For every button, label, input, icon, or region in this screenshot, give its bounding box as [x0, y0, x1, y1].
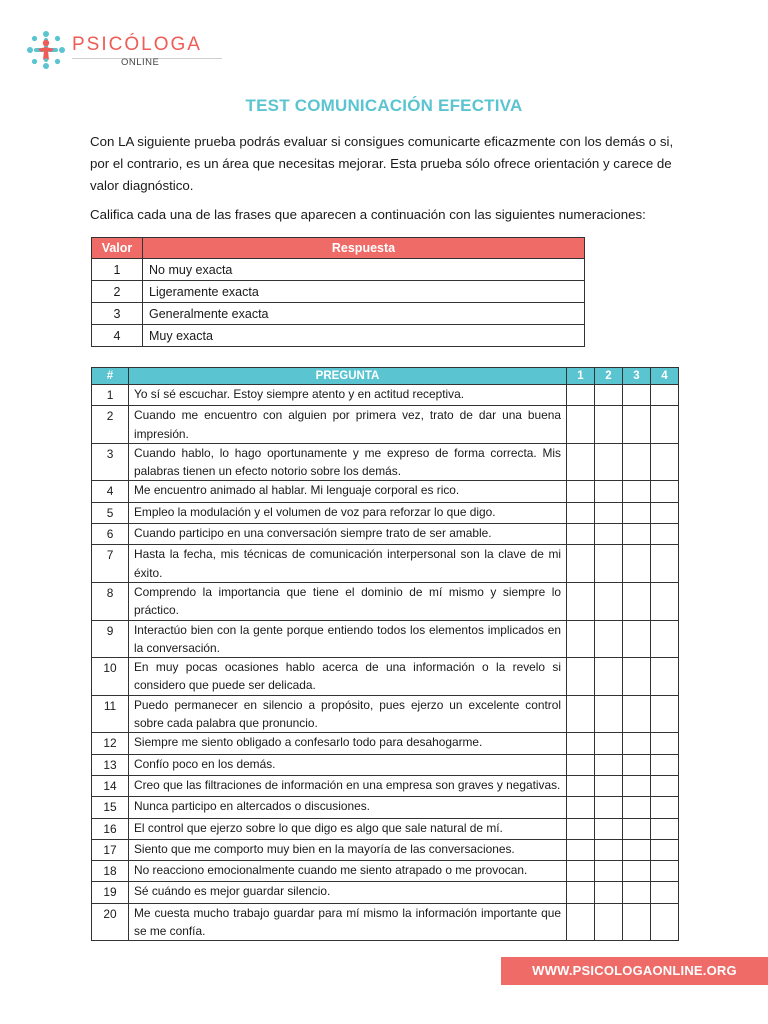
answer-cell-1[interactable] — [567, 481, 595, 502]
answer-cell-3[interactable] — [623, 582, 651, 620]
answer-cell-4[interactable] — [651, 502, 679, 523]
answer-cell-2[interactable] — [595, 443, 623, 481]
question-row — [92, 620, 679, 658]
answer-cell-2[interactable] — [595, 733, 623, 754]
answer-cell-2[interactable] — [595, 658, 623, 696]
scale-value: 1 — [92, 259, 143, 281]
scale-value: 2 — [92, 281, 143, 303]
answer-cell-2[interactable] — [595, 861, 623, 882]
answer-cell-4[interactable] — [651, 754, 679, 775]
answer-cell-4[interactable] — [651, 524, 679, 545]
question-number: 8 — [92, 582, 129, 620]
questions-header-num: # — [92, 368, 129, 385]
question-row — [92, 582, 679, 620]
question-number: 1 — [92, 385, 129, 406]
questions-header-question: PREGUNTA — [129, 368, 567, 385]
question-row — [92, 733, 679, 754]
answer-cell-3[interactable] — [623, 620, 651, 658]
question-text: Siento que me comporto muy bien en la mayoría de las conversaciones. — [129, 839, 567, 860]
question-row — [92, 882, 679, 903]
answer-cell-3[interactable] — [623, 406, 651, 444]
answer-cell-4[interactable] — [651, 775, 679, 796]
people-circle-icon — [24, 28, 68, 72]
answer-cell-2[interactable] — [595, 695, 623, 733]
question-number: 3 — [92, 443, 129, 481]
scale-label: No muy exacta — [143, 259, 585, 281]
question-number: 17 — [92, 839, 129, 860]
answer-cell-1[interactable] — [567, 695, 595, 733]
answer-cell-3[interactable] — [623, 443, 651, 481]
answer-cell-4[interactable] — [651, 882, 679, 903]
answer-cell-4[interactable] — [651, 797, 679, 818]
answer-cell-3[interactable] — [623, 545, 651, 583]
brand-name: PSICÓLOGA — [72, 34, 202, 55]
question-text: Empleo la modulación y el volumen de voz para reforzar lo que digo. — [129, 502, 567, 523]
question-number: 6 — [92, 524, 129, 545]
question-row — [92, 406, 679, 444]
answer-cell-4[interactable] — [651, 582, 679, 620]
question-row — [92, 545, 679, 583]
questions-header-score-2: 2 — [595, 368, 623, 385]
question-number: 19 — [92, 882, 129, 903]
scale-row — [92, 281, 585, 303]
question-number: 9 — [92, 620, 129, 658]
answer-cell-3[interactable] — [623, 733, 651, 754]
answer-cell-4[interactable] — [651, 818, 679, 839]
answer-cell-3[interactable] — [623, 502, 651, 523]
answer-cell-2[interactable] — [595, 839, 623, 860]
question-row — [92, 443, 679, 481]
scale-label: Muy exacta — [143, 325, 585, 347]
question-text: Cuando hablo, lo hago oportunamente y me expreso de forma correcta. Mis palabras tienen un efecto notorio sobre los demás. — [129, 443, 567, 481]
scale-value: 3 — [92, 303, 143, 325]
question-text: Cuando me encuentro con alguien por primera vez, trato de dar una buena impresión. — [129, 406, 567, 444]
answer-cell-3[interactable] — [623, 658, 651, 696]
scale-header-row — [92, 238, 585, 259]
scale-label: Generalmente exacta — [143, 303, 585, 325]
answer-cell-1[interactable] — [567, 385, 595, 406]
answer-cell-1[interactable] — [567, 620, 595, 658]
answer-cell-4[interactable] — [651, 481, 679, 502]
answer-cell-3[interactable] — [623, 481, 651, 502]
answer-cell-1[interactable] — [567, 775, 595, 796]
question-text: Creo que las filtraciones de información en una empresa son graves y negativas. — [129, 775, 567, 796]
question-row — [92, 903, 679, 941]
brand-subtitle: ONLINE — [121, 57, 160, 68]
answer-cell-3[interactable] — [623, 754, 651, 775]
questions-header-score-1: 1 — [567, 368, 595, 385]
scale-row — [92, 325, 585, 347]
scale-header-value: Valor — [92, 238, 143, 259]
question-row — [92, 861, 679, 882]
answer-cell-3[interactable] — [623, 524, 651, 545]
intro-paragraph: Con LA siguiente prueba podrás evaluar si consigues comunicarte eficazmente con los demás o si, por el contrario, es un área que necesitas mejorar. Esta prueba sólo ofrece orientación y carece de valor diagnóstico. — [90, 134, 674, 193]
question-text: Hasta la fecha, mis técnicas de comunicación interpersonal son la clave de mi éxito. — [129, 545, 567, 583]
answer-cell-1[interactable] — [567, 545, 595, 583]
question-row — [92, 658, 679, 696]
question-row — [92, 385, 679, 406]
answer-cell-4[interactable] — [651, 620, 679, 658]
answer-cell-4[interactable] — [651, 903, 679, 941]
question-row — [92, 695, 679, 733]
question-number: 4 — [92, 481, 129, 502]
question-text: Interactúo bien con la gente porque entiendo todos los elementos implicados en la conversación. — [129, 620, 567, 658]
question-number: 10 — [92, 658, 129, 696]
answer-cell-2[interactable] — [595, 882, 623, 903]
answer-cell-1[interactable] — [567, 443, 595, 481]
question-row — [92, 839, 679, 860]
answer-cell-3[interactable] — [623, 861, 651, 882]
question-text: Cuando participo en una conversación siempre trato de ser amable. — [129, 524, 567, 545]
answer-cell-3[interactable] — [623, 882, 651, 903]
answer-cell-1[interactable] — [567, 524, 595, 545]
question-number: 7 — [92, 545, 129, 583]
questions-table — [91, 367, 679, 941]
answer-cell-1[interactable] — [567, 733, 595, 754]
question-text: Comprendo la importancia que tiene el dominio de mí mismo y siempre lo práctico. — [129, 582, 567, 620]
scale-row — [92, 259, 585, 281]
answer-cell-2[interactable] — [595, 620, 623, 658]
question-text: El control que ejerzo sobre lo que digo es algo que sale natural de mí. — [129, 818, 567, 839]
answer-cell-3[interactable] — [623, 818, 651, 839]
scale-label: Ligeramente exacta — [143, 281, 585, 303]
question-text: Yo sí sé escuchar. Estoy siempre atento y en actitud receptiva. — [129, 385, 567, 406]
answer-cell-2[interactable] — [595, 754, 623, 775]
answer-cell-1[interactable] — [567, 839, 595, 860]
answer-cell-4[interactable] — [651, 839, 679, 860]
answer-cell-4[interactable] — [651, 385, 679, 406]
answer-cell-4[interactable] — [651, 443, 679, 481]
answer-cell-2[interactable] — [595, 903, 623, 941]
answer-cell-1[interactable] — [567, 582, 595, 620]
answer-cell-4[interactable] — [651, 695, 679, 733]
answer-cell-2[interactable] — [595, 481, 623, 502]
answer-cell-4[interactable] — [651, 406, 679, 444]
question-row — [92, 797, 679, 818]
answer-cell-2[interactable] — [595, 524, 623, 545]
question-text: Sé cuándo es mejor guardar silencio. — [129, 882, 567, 903]
answer-cell-1[interactable] — [567, 406, 595, 444]
question-text: Me cuesta mucho trabajo guardar para mí mismo la información importante que se me confía. — [129, 903, 567, 941]
questions-header-score-4: 4 — [651, 368, 679, 385]
answer-cell-1[interactable] — [567, 502, 595, 523]
questions-body — [92, 385, 679, 941]
question-text: Me encuentro animado al hablar. Mi lenguaje corporal es rico. — [129, 481, 567, 502]
answer-cell-3[interactable] — [623, 695, 651, 733]
website-link[interactable]: WWW.PSICOLOGAONLINE.ORG — [501, 957, 768, 985]
questions-header-row — [92, 368, 679, 385]
question-row — [92, 775, 679, 796]
instruction-text: Califica cada una de las frases que aparecen a continuación con las siguientes numeraciones: — [90, 207, 646, 222]
answer-cell-1[interactable] — [567, 658, 595, 696]
answer-cell-2[interactable] — [595, 775, 623, 796]
question-text: Confío poco en los demás. — [129, 754, 567, 775]
answer-cell-1[interactable] — [567, 797, 595, 818]
answer-cell-2[interactable] — [595, 545, 623, 583]
answer-cell-2[interactable] — [595, 797, 623, 818]
answer-cell-4[interactable] — [651, 658, 679, 696]
question-text: No reacciono emocionalmente cuando me siento atrapado o me provocan. — [129, 861, 567, 882]
question-row — [92, 502, 679, 523]
question-row — [92, 754, 679, 775]
answer-cell-3[interactable] — [623, 903, 651, 941]
answer-cell-1[interactable] — [567, 754, 595, 775]
answer-cell-1[interactable] — [567, 882, 595, 903]
question-text: Siempre me siento obligado a confesarlo todo para desahogarme. — [129, 733, 567, 754]
question-number: 20 — [92, 903, 129, 941]
answer-cell-3[interactable] — [623, 775, 651, 796]
page-title: TEST COMUNICACIÓN EFECTIVA — [245, 96, 523, 115]
question-text: En muy pocas ocasiones hablo acerca de una información o la revelo si considero que puede ser delicada. — [129, 658, 567, 696]
answer-cell-4[interactable] — [651, 545, 679, 583]
answer-cell-1[interactable] — [567, 818, 595, 839]
scale-value: 4 — [92, 325, 143, 347]
answer-cell-2[interactable] — [595, 818, 623, 839]
question-text: Puedo permanecer en silencio a propósito, pues ejerzo un excelente control sobre cada palabra que pronuncio. — [129, 695, 567, 733]
questions-header-score-3: 3 — [623, 368, 651, 385]
question-row — [92, 524, 679, 545]
answer-cell-2[interactable] — [595, 502, 623, 523]
answer-cell-4[interactable] — [651, 733, 679, 754]
answer-cell-1[interactable] — [567, 903, 595, 941]
question-number: 2 — [92, 406, 129, 444]
question-number: 16 — [92, 818, 129, 839]
question-number: 11 — [92, 695, 129, 733]
question-row — [92, 818, 679, 839]
question-number: 14 — [92, 775, 129, 796]
answer-cell-2[interactable] — [595, 406, 623, 444]
answer-cell-3[interactable] — [623, 385, 651, 406]
answer-cell-2[interactable] — [595, 385, 623, 406]
brand-logo — [24, 28, 204, 72]
answer-cell-3[interactable] — [623, 797, 651, 818]
scale-header-response: Respuesta — [143, 238, 585, 259]
question-number: 12 — [92, 733, 129, 754]
answer-cell-4[interactable] — [651, 861, 679, 882]
answer-cell-2[interactable] — [595, 582, 623, 620]
question-number: 18 — [92, 861, 129, 882]
scale-table — [91, 237, 585, 347]
answer-cell-1[interactable] — [567, 861, 595, 882]
question-text: Nunca participo en altercados o discusiones. — [129, 797, 567, 818]
answer-cell-3[interactable] — [623, 839, 651, 860]
scale-row — [92, 303, 585, 325]
question-row — [92, 481, 679, 502]
question-number: 13 — [92, 754, 129, 775]
question-number: 15 — [92, 797, 129, 818]
question-number: 5 — [92, 502, 129, 523]
